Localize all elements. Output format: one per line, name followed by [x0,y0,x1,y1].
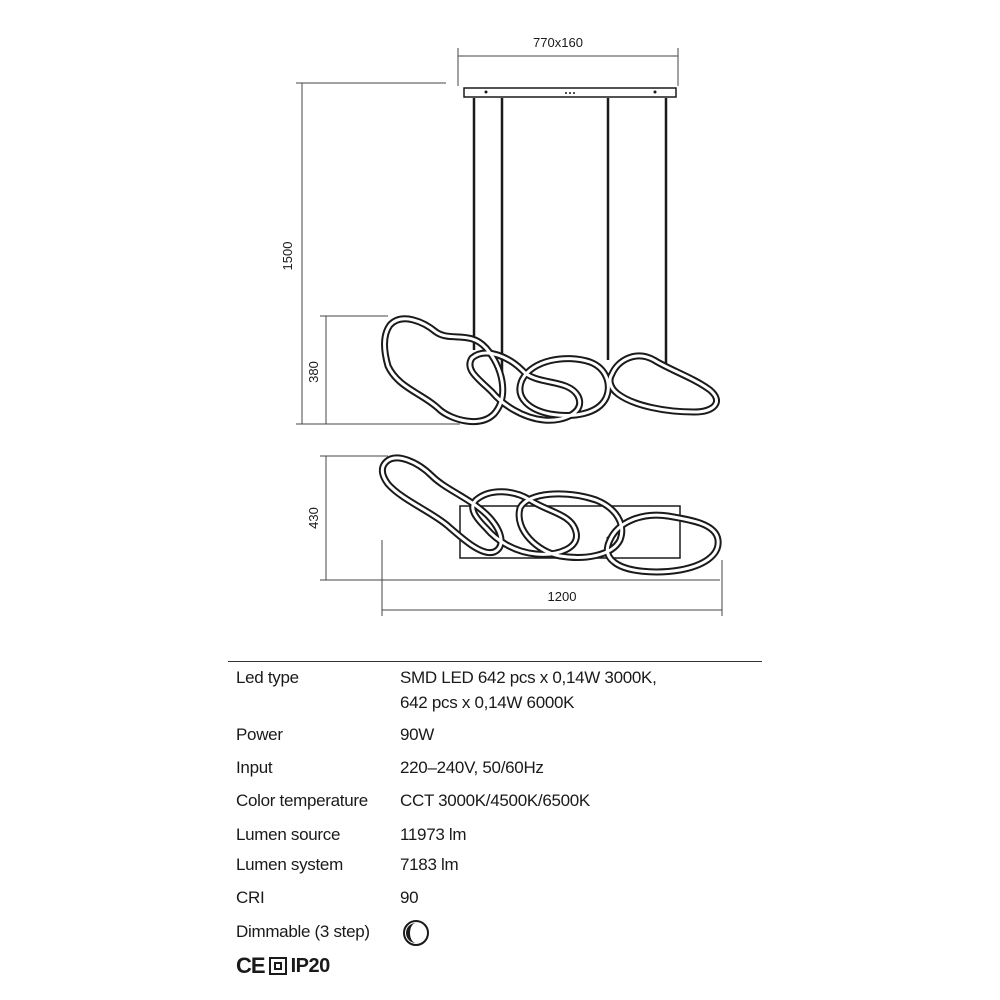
spec-value-lumen-source: 11973 lm [400,825,467,844]
spec-value-lumen-system: 7183 lm [400,855,459,874]
total-height-label: 1500 [280,241,295,271]
spec-value-power: 90W [400,725,435,744]
spec-label-cri: CRI [236,888,265,907]
spec-label-lumen-source: Lumen source [236,825,341,844]
spec-value-led-type: SMD LED 642 pcs x 0,14W 3000K, [400,668,657,687]
spec-divider [228,661,762,662]
suspension-cables [474,98,666,372]
spec-value-cri: 90 [400,888,419,907]
class-ii-icon [269,957,287,975]
dimmable-icon [401,918,431,948]
ip-rating: IP20 [290,954,330,977]
top-view-width-label: 1200 [547,589,577,604]
spec-label-input: Input [236,758,273,777]
spec-label-color-temperature: Color temperature [236,791,368,810]
spec-value-led-type-2: 642 pcs x 0,14W 6000K [400,693,575,712]
ring-height-label: 380 [306,361,321,383]
spec-label-dimmable: Dimmable (3 step) [236,922,370,941]
spec-label-lumen-system: Lumen system [236,855,343,874]
spec-label-led-type: Led type [236,668,299,687]
top-view-depth-label: 430 [306,507,321,529]
spec-value-color-temperature: CCT 3000K/4500K/6500K [400,791,590,810]
top-width-dimension [458,48,678,86]
ce-mark: CE [236,953,265,978]
spec-value-input: 220–240V, 50/60Hz [400,758,544,777]
ring-height-dimension [320,316,388,424]
certification-marks [236,953,330,979]
ceiling-canopy [464,88,676,97]
spec-label-power: Power [236,725,283,744]
top-width-label: 770x160 [533,35,583,50]
